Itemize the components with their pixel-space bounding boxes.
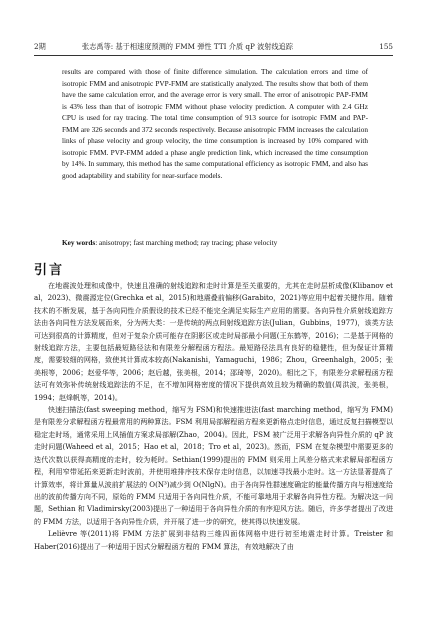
issue-number: 2期: [34, 42, 46, 51]
english-abstract: results are compared with those of finite difference simulation. The calculation errors and time of isotropic FMM and anisotropic PVP-FMM are statistically analyzed. The results show that both of them have the same calculation error, and the average error is very small. The error of anisotropic PAP-FMM is 43% less than that of isotropic FMM without phase velocity prediction. A computer with 2.4 GHz CPU is used for ray tracing. The total time consumption of 913 source for isotropic FMM and PAP-FMM are 326 seconds and 372 seconds respectively. Because anisotropic FMM increases the calculation links of phase velocity and group velocity, the time consumption is increased by 10% compared with isotropic FMM. PVP-FMM added a phase angle prediction link, which increased the time consumption by 14%. In summary, this method has the same computational efficiency as isotropic FMM, and also has good adaptability and stability for near-surface models.: [62, 68, 368, 180]
keywords: [62, 238, 368, 249]
body-text: [34, 280, 393, 553]
running-header: [34, 42, 393, 56]
running-title: 张志禹等: 基于相速度预测的 FMM 弹性 TTI 介质 qP 波射线追踪: [82, 42, 294, 51]
paragraph: 在地震波处理和成像中，快速且准确的射线追踪和走时计算是至关重要的，尤其在走时层析成像(Klibanov et al，2023)、微震源定位(Grechka et al，2015)和地震叠前偏移(Garabito，2021)等应用中起着关键作用。随着技术的不断发展，基于各向同性介质假设的技术已经不能完全满足实际生产应用的需要。各向异性介质射线追踪方法由各向同性方法发展而来，分为两大类：一是传统的两点间射线追踪方法(Julian，Gubbins，1977)，该类方法可达到很高的计算精度，但对于复杂介质可能存在阴影区或走时局部最小问题(王东鹤等，2016)；二是基于网格的射线追踪方法，主要包括最短路径法和有限差分解程函方程法。最短路径法具有良好的稳健性，但为保证计算精度，需要较细的网格，致使其计算成本较高(Nakanishi，Yamaguchi，1986；Zhou，Greenhalgh，2005；张美根等，2006；赵爱华等，2006；赵后越，张美根，2014；邵琦等，2020)。相比之下，有限差分求解程函方程法可有效弥补传统射线追踪法的不足，在不增加网格密度的情况下提供高效且较为精确的数值(周洪波，张美根，1994；赵烽帆等，2014)。: [34, 281, 393, 402]
paragraph: 快速扫描法(fast sweeping method，缩写为 FSM)和快速推进法(fast marching method，缩写为 FMM)是有限差分求解程函方程最常用的两种算法。FSM 利用局部解程函方程来更新格点走时信息，通过反复扫描模型以稳定走时场，通常采用上风插值方案求局部解(Zhao，2004)。因此，FSM 被广泛用于求解各向异性介质的 qP 波走时问题(Waheed et al，2015；Hao et al，2018；Tro et al，2023)。然而，FSM 在复杂模型中需要更多的迭代次数以获得高精度的走时，较为耗时。Sethian(1999)提出的 FMM 则采用上风差分格式来求解局部程函方程，利用窄带延拓来更新走时波前，并使用堆排序技术保存走时信息，以加速寻找最小走时。这一方法显著提高了计算效率，将计算量从波前扩展法的 O(N³)减少到 O(NlgN)。由于各向异性群速度确定的能量传播方向与相速度给出的波前传播方向不同，原始的 FMM 只适用于各向同性介质，不能可靠地用于求解各向异性方程。为解决这一问题，Sethian 和 Vladimirsky(2003)提出了一种适用于各向异性介质的有序迎风方法。随后，许多学者提出了改进的 FMM 方法，以适用于各向异性介质，并开展了进一步的研究，使其得以快速发展。: [34, 405, 393, 526]
paragraph: Lelièvre 等(2011)将 FMM 方法扩展到非结构三维四面体网格中进行初至地震走时计算。Treister 和 Haber(2016)提出了一种适用于因式分解程函方程的 FMM 算法，有效地解决了由: [34, 529, 393, 551]
keywords-label: Key words: [62, 239, 96, 247]
keywords-text: : anisotropy; fast marching method; ray tracing; phase velocity: [95, 239, 278, 247]
section-title-introduction: 引言: [34, 263, 65, 278]
header-rule: [34, 55, 393, 56]
page-number: 155: [379, 42, 393, 51]
